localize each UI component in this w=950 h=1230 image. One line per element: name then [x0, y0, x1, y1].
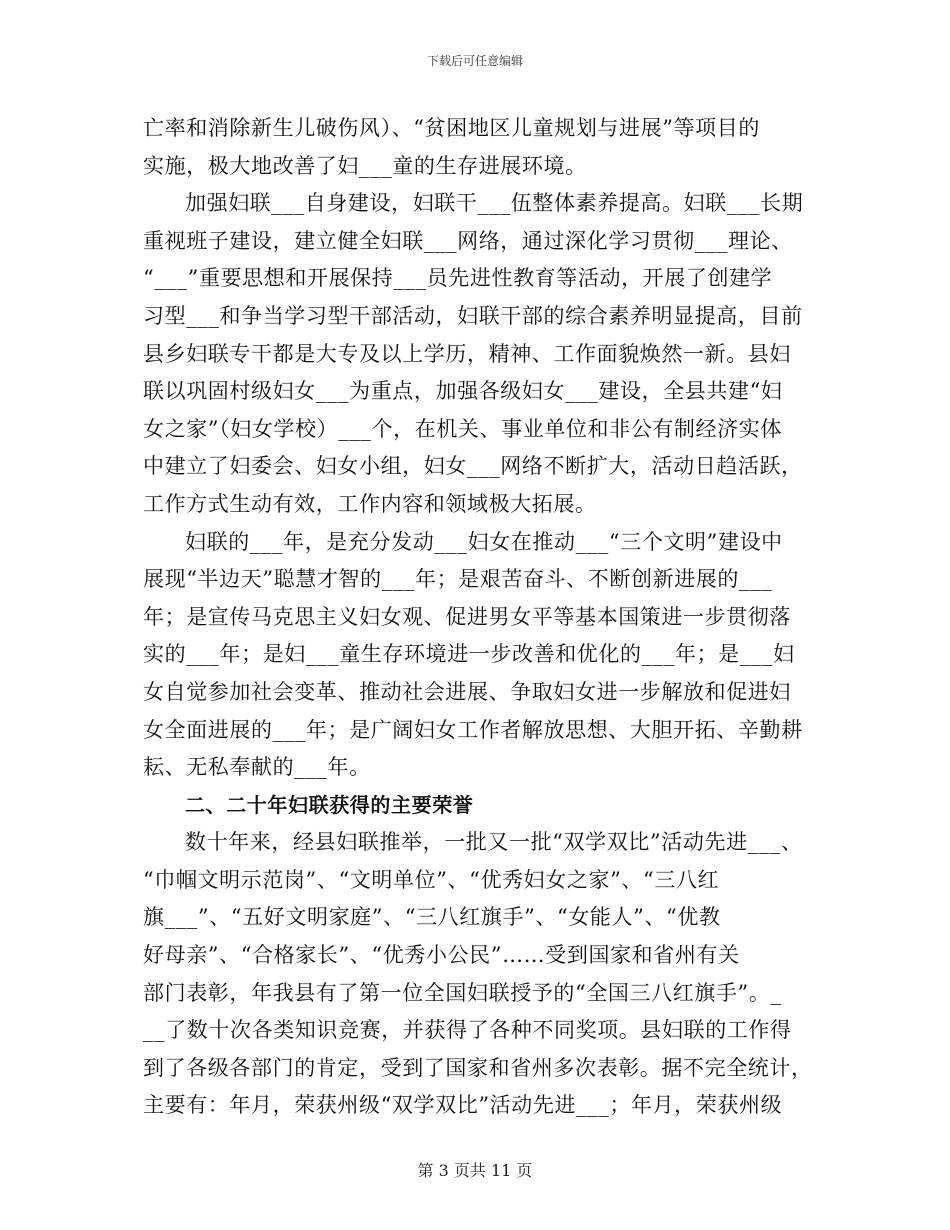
text-line: 年；是宣传马克思主义妇女观、促进男女平等基本国策进一步贯彻落	[143, 604, 791, 629]
text-line: 工作方式生动有效，工作内容和领域极大拓展。	[143, 491, 597, 516]
text-line: 习型___和争当学习型干部活动，妇联干部的综合素养明显提高，目前	[143, 303, 803, 328]
text-line: “___”重要思想和开展保持___员先进性教育等活动，开展了创建学	[143, 266, 773, 291]
text-line: 女之家”（妇女学校）___个，在机关、事业单位和非公有制经济实体	[143, 416, 782, 441]
page-header: 下载后可任意编辑	[426, 54, 523, 68]
text-line: 县乡妇联专干都是大专及以上学历，精神、工作面貌焕然一新。县妇	[143, 341, 791, 366]
text-line: 主要有：年月，荣获州级“双学双比”活动先进___；年月，荣获州级	[143, 1093, 783, 1118]
text-line: 部门表彰，年我县有了第一位全国妇联授予的“全国三八红旗手”。_	[143, 980, 782, 1005]
text-line: 妇联的___年，是充分发动___妇女在推动___“三个文明”建设中	[185, 529, 783, 554]
text-line: 中建立了妇委会、妇女小组，妇女___网络不断扩大，活动日趋活跃，	[143, 454, 803, 479]
text-line: 女自觉参加社会变革、推动社会进展、争取妇女进一步解放和促进妇	[143, 679, 791, 704]
text-line: __了数十次各类知识竞赛，并获得了各种不同奖项。县妇联的工作得	[143, 1018, 792, 1043]
document-body	[143, 110, 813, 1125]
text-line: 女全面进展的___年；是广阔妇女工作者解放思想、大胆开拓、辛勤耕	[143, 717, 803, 742]
text-line: 亡率和消除新生儿破伤风）、“贫困地区儿童规划与进展”等项目的	[143, 116, 760, 140]
text-line: 加强妇联___自身建设，妇联干___伍整体素养提高。妇联___长期	[185, 191, 804, 216]
section-heading: 二、二十年妇联获得的主要荣誉	[185, 792, 474, 817]
text-line: 数十年来，经县妇联推举，一批又一批“双学双比”活动先进___、	[185, 830, 803, 855]
text-line: 到了各级各部门的肯定，受到了国家和省州多次表彰。据不完全统计，	[143, 1055, 813, 1080]
text-line: 旗___”、“五好文明家庭”、“三八红旗手”、“女能人”、“优教	[143, 905, 721, 930]
text-line: 实施，极大地改善了妇___童的生存进展环境。	[143, 153, 587, 178]
text-line: 好母亲”、“合格家长”、“优秀小公民”……受到国家和省州有关	[143, 943, 740, 968]
text-line: “巾帼文明示范岗”、“文明单位”、“优秀妇女之家”、“三八红	[143, 867, 720, 892]
text-line: 耘、无私奉献的___年。	[143, 755, 371, 780]
text-line: 重视班子建设，建立健全妇联___网络，通过深化学习贯彻___理论、	[143, 228, 793, 253]
page-footer: 第 3 页共 11 页	[417, 1161, 533, 1180]
text-line: 实的___年；是妇___童生存环境进一步改善和优化的___年；是___妇	[143, 642, 795, 667]
text-line: 联以巩固村级妇女___为重点，加强各级妇女___建设，全县共建“妇	[143, 379, 783, 404]
text-line: 展现“半边天”聪慧才智的___年；是艰苦奋斗、不断创新进展的___	[143, 567, 773, 592]
